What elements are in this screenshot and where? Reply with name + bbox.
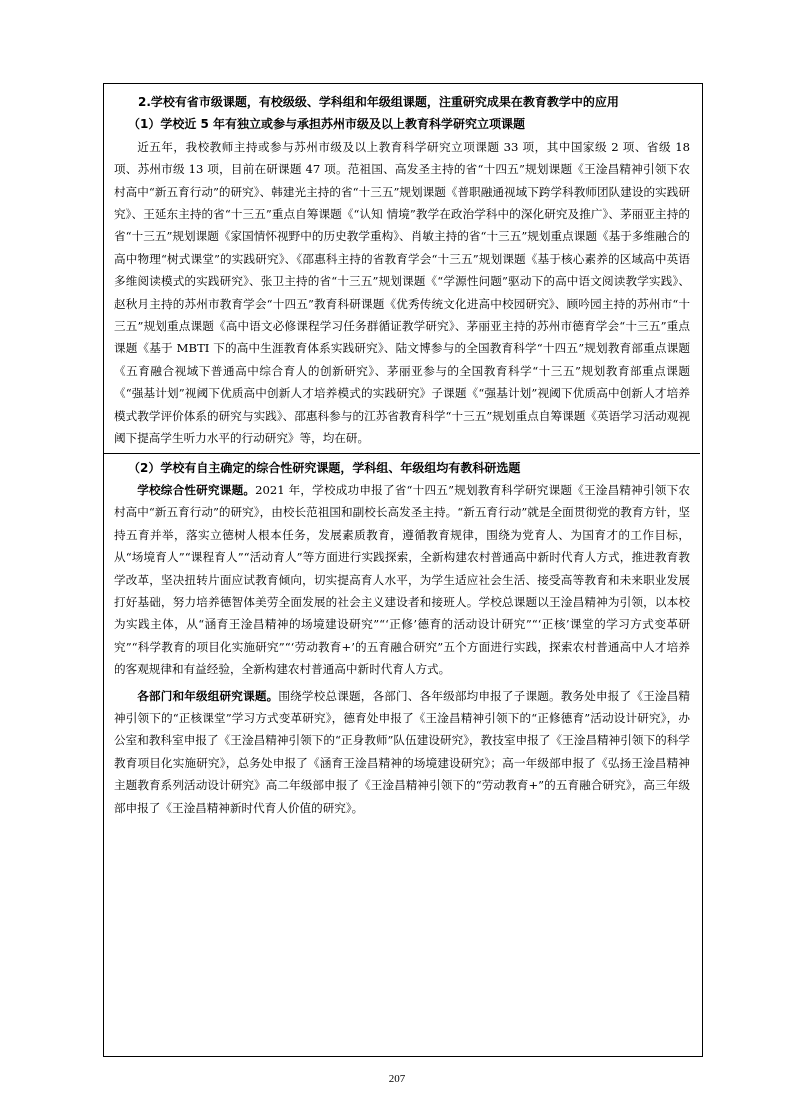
section-2-paragraph-2: [114, 685, 690, 819]
section-2-heading: （2）学校有自主确定的综合性研究课题，学科组、年级组均有教科研选题: [128, 460, 521, 475]
section-1-heading: （1）学校近 5 年有独立或参与承担苏州市级及以上教育科学研究立项课题: [128, 117, 526, 132]
section-2-paragraph-1: [114, 479, 690, 681]
main-heading: 2.学校有省市级课题，有校级级、学科组和年级组课题，注重研究成果在教育教学中的应用: [138, 95, 619, 109]
content-body: [114, 91, 690, 819]
paragraph-2-lead: 各部门和年级组研究课题。: [137, 688, 279, 703]
paragraph-2-text: 围绕学校总课题，各部门、各年级部均申报了子课题。教务处申报了《王淦昌精神引领下的“正核课堂”学习方式变革研究》，德育处申报了《王淦昌精神引领下的“正修德育”活动设计研究》，办公室和教科室申报了《王淦昌精神引领下的“正身教师”队伍建设研究》，教技室申报了《王淦昌精神引领下的科学教育项目化实施研究》，总务处申报了《涵育王淦昌精神的场境建设研究》；高一年级部申报了《弘扬王淦昌精神主题教育系列活动设计研究》高二年级部申报了《王淦昌精神引领下的“劳动教育+”的五育融合研究》，高三年级部申报了《王淦昌精神新时代育人价值的研究》。: [114, 688, 690, 815]
content-frame: [103, 83, 703, 1057]
page-number: 207: [388, 1073, 406, 1085]
paragraph-1-text: 2021 年，学校成功申报了省“十四五”规划教育科学研究课题《王淦昌精神引领下农村高中“新五育行动”的研究》，由校长范祖国和副校长高发圣主持。“新五育行动”就是全面贯彻党的教育方针，坚持五育并举，落实立德树人根本任务，发展素质教育，遵循教育规律，围绕为党育人、为国育才的工作目标，从“场境育人”“课程育人”“活动育人”等方面进行实践探索，全新构建农村普通高中新时代育人方式，推进教育教学改革，坚决扭转片面应试教育倾向，切实提高育人水平，为学生适应社会生活、接受高等教育和未来职业发展打好基础，努力培养德智体美劳全面发展的社会主义建设者和接班人。学校总课题以王淦昌精神为引领，以本校为实践主体，从“涵育王淦昌精神的场境建设研究”“‘正修’德育的活动设计研究”“‘正核’课堂的学习方式变革研究”“科学教育的项目化实施研究”“‘劳动教育+’的五育融合研究”五个方面进行实践，探索农村普通高中人才培养的客观规律和有益经验，全新构建农村普通高中新时代育人方式。: [114, 482, 690, 677]
paragraph-1-lead: 学校综合性研究课题。: [137, 482, 256, 497]
section-1-paragraph: 近五年，我校教师主持或参与苏州市级及以上教育科学研究立项课题 33 项，其中国家级 2 项、省级 18 项、苏州市级 13 项，目前在研课题 47 项。范祖国、高发圣主持的省“十四五”规划课题《王淦昌精神引领下农村高中“新五育行动”的研究》、韩建光主持的省“十三五”规划课题《普职融通视域下跨学科教师团队建设的实践研究》、王延东主持的省“十三五”重点自筹课题《“认知 情境”教学在政治学科中的深化研究及推广》、茅丽亚主持的省“十三五”规划课题《家国情怀视野中的历史教学重构》、肖敏主持的省“十三五”规划重点课题《基于多维融合的高中物理“树式课堂”的实践研究》、《邵惠科主持的省教育学会“十三五”规划课题《基于核心素养的区域高中英语多维阅读模式的实践研究》、张卫主持的省“十三五”规划课题《“学源性问题”驱动下的高中语文阅读教学实践》、赵秋月主持的苏州市教育学会“十四五”教育科研课题《优秀传统文化进高中校园研究》、顾吟园主持的苏州市“十三五”规划重点课题《高中语文必修课程学习任务群循证教学研究》、茅丽亚主持的苏州市德育学会“十三五”重点课题《基于 MBTI 下的高中生涯教育体系实践研究》、陆文博参与的全国教育科学“十四五”规划教育部重点课题《五育融合视域下普通高中综合育人的创新研究》、茅丽亚参与的全国教育科学“十三五”规划教育部重点课题《“强基计划”视阈下优质高中创新人才培养模式的实践研究》子课题《“强基计划”视阈下优质高中创新人才培养模式教学评价体系的研究与实践》、邵惠科参与的江苏省教育科学“十三五”规划重点自筹课题《英语学习活动观视阈下提高学生听力水平的行动研究》等，均在研。: [114, 139, 690, 446]
section-divider: [104, 453, 700, 454]
